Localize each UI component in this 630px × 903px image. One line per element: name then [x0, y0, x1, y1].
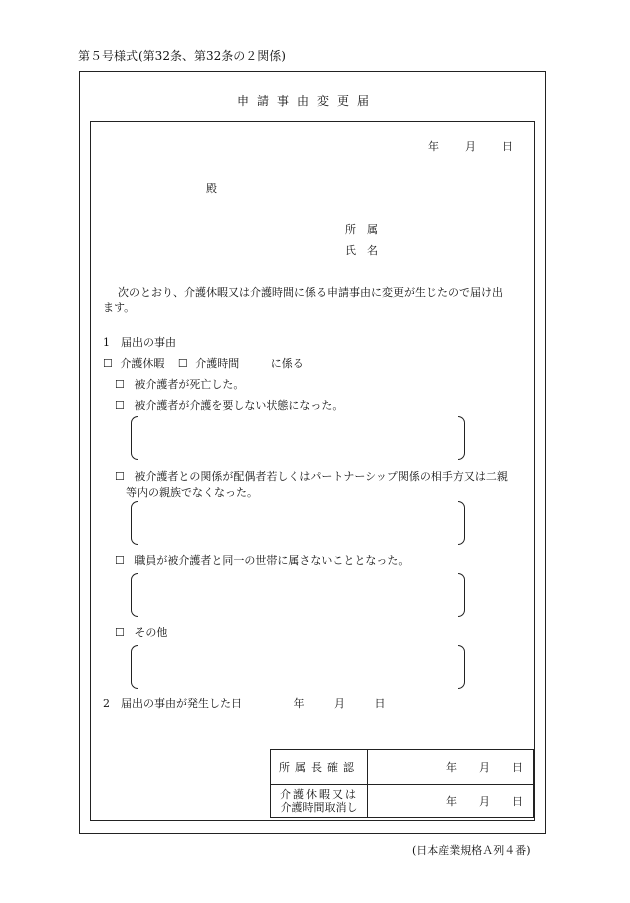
cancel-month: 月 — [479, 795, 490, 808]
reason-text: 職員が被介護者と同一の世帯に属さないこととなった。 — [134, 554, 410, 567]
section2-heading: 2 届出の事由が発生した日 — [103, 697, 242, 710]
reason-checkbox[interactable]: ☐ — [115, 554, 125, 567]
cancel-year: 年 — [446, 795, 457, 808]
cancellation-label-line1: 介護休暇又は — [280, 788, 358, 801]
name-label: 氏 名 — [345, 244, 378, 257]
affiliation-label: 所 属 — [345, 223, 378, 236]
reason-detail-bracket[interactable] — [131, 573, 465, 617]
confirm-day: 日 — [512, 761, 523, 774]
header-date — [428, 138, 513, 154]
reason-detail-bracket[interactable] — [131, 501, 465, 545]
cancellation-label-line2: 介護時間取消し — [280, 801, 358, 814]
cancel-day: 日 — [512, 795, 523, 808]
section2-year: 年 — [293, 697, 305, 710]
reason-detail-bracket[interactable] — [131, 416, 465, 460]
intro-line-1: 次のとおり、介護休暇又は介護時間に係る申請事由に変更が生じたので届け出 — [118, 286, 503, 299]
form-title: 申請事由変更届 — [237, 94, 378, 108]
cancellation-date[interactable] — [368, 785, 534, 818]
reason-checkbox[interactable]: ☐ — [115, 399, 125, 412]
reason-text: 被介護者との関係が配偶者若しくはパートナーシップ関係の相手方又は二親 — [134, 470, 508, 483]
reason-item — [115, 552, 409, 568]
date-year: 年 — [428, 140, 439, 153]
form-number: 第５号様式(第32条、第32条の２関係) — [78, 49, 286, 63]
paper-standard-note: (日本産業規格Ａ列４番) — [412, 844, 531, 857]
section2-day: 日 — [374, 697, 386, 710]
reason-checkbox[interactable]: ☐ — [115, 378, 125, 391]
intro-line-2: ます。 — [103, 301, 136, 314]
reason-text-continued: 等内の親族でなくなった。 — [126, 486, 258, 499]
cancellation-label — [271, 785, 368, 818]
reason-checkbox[interactable]: ☐ — [115, 470, 125, 483]
reason-item — [115, 376, 244, 392]
reason-text: その他 — [134, 626, 168, 639]
reason-text: 被介護者が死亡した。 — [134, 378, 245, 391]
checkbox-care-time[interactable]: ☐ — [177, 357, 188, 370]
confirm-year: 年 — [446, 761, 457, 774]
reason-detail-bracket[interactable] — [131, 645, 465, 689]
addressee-suffix: 殿 — [206, 182, 217, 195]
supervisor-confirm-label: 所属長確認 — [271, 750, 368, 785]
type-suffix: に係る — [270, 357, 304, 370]
confirm-month: 月 — [479, 761, 490, 774]
type-line — [103, 355, 304, 371]
supervisor-confirm-date[interactable] — [368, 750, 534, 785]
section2-line — [103, 695, 386, 711]
checkbox-care-leave[interactable]: ☐ — [103, 357, 113, 370]
option-care-leave: 介護休暇 — [120, 357, 165, 370]
confirmation-table — [270, 749, 534, 818]
option-care-time: 介護時間 — [195, 357, 240, 370]
reason-item — [115, 624, 167, 640]
date-month: 月 — [465, 140, 476, 153]
date-day: 日 — [502, 140, 513, 153]
section2-month: 月 — [334, 697, 345, 710]
reason-checkbox[interactable]: ☐ — [115, 626, 125, 639]
reason-item — [115, 468, 508, 484]
reason-text: 被介護者が介護を要しない状態になった。 — [134, 399, 344, 412]
section1-heading: 1 届出の事由 — [103, 336, 176, 349]
reason-item — [115, 397, 343, 413]
